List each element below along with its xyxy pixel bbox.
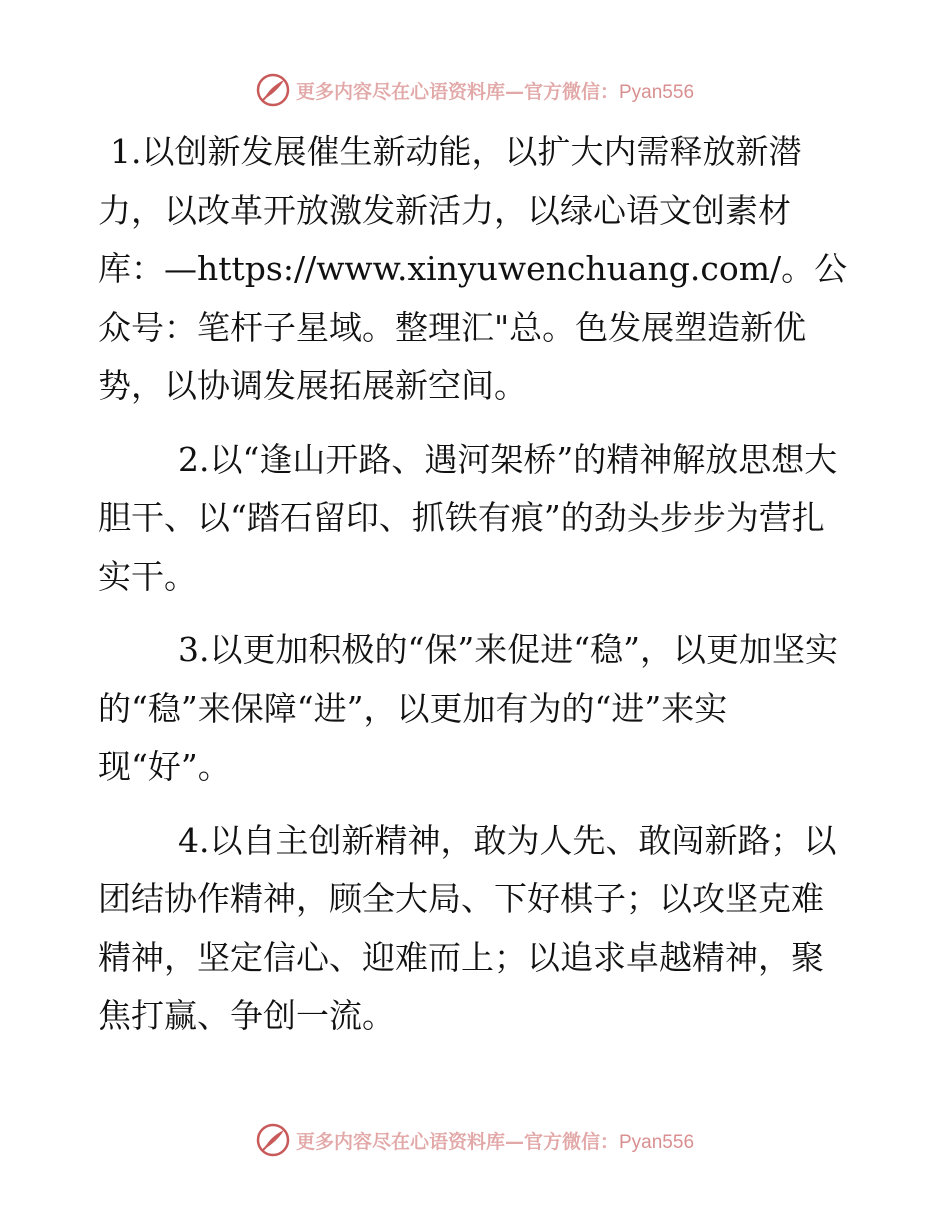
watermark-group [256, 1123, 694, 1157]
watermark-group [256, 73, 694, 107]
header-watermark [0, 70, 950, 110]
document-body [98, 123, 850, 1061]
footer-watermark [0, 1120, 950, 1160]
watermark-id: Pyan556 [619, 1131, 695, 1153]
paragraph-1: 1.以创新发展催生新动能，以扩大内需释放新潜力，以改革开放激发新活力，以绿心语文创素材库：—https://www.xinyuwenchuang.com/。公众号：笔杆子星域。整理汇"总。色发展塑造新优势，以协调发展拓展新空间。 [98, 132, 848, 405]
paragraph-2: 2.以“逢山开路、遇河架桥”的精神解放思想大胆干、以“踏石留印、抓铁有痕”的劲头步步为营扎实干。 [98, 439, 838, 596]
paragraph-4: 4.以自主创新精神，敢为人先、敢闯新路；以团结协作精神，顾全大局、下好棋子；以攻坚克难精神，坚定信心、迎难而上；以追求卓越精神，聚焦打赢、争创一流。 [98, 820, 837, 1035]
watermark-text [296, 77, 694, 104]
quill-logo-icon [256, 1123, 290, 1157]
paragraph-3: 3.以更加积极的“保”来促进“稳”，以更加坚实的“稳”来保障“进”，以更加有为的“进”来实现“好”。 [98, 630, 838, 786]
watermark-cn: 更多内容尽在心语资料库—官方微信： [295, 80, 619, 103]
watermark-id: Pyan556 [619, 81, 695, 103]
quill-logo-icon [256, 73, 290, 107]
watermark-text [296, 1127, 694, 1154]
watermark-cn: 更多内容尽在心语资料库—官方微信： [295, 1130, 619, 1153]
